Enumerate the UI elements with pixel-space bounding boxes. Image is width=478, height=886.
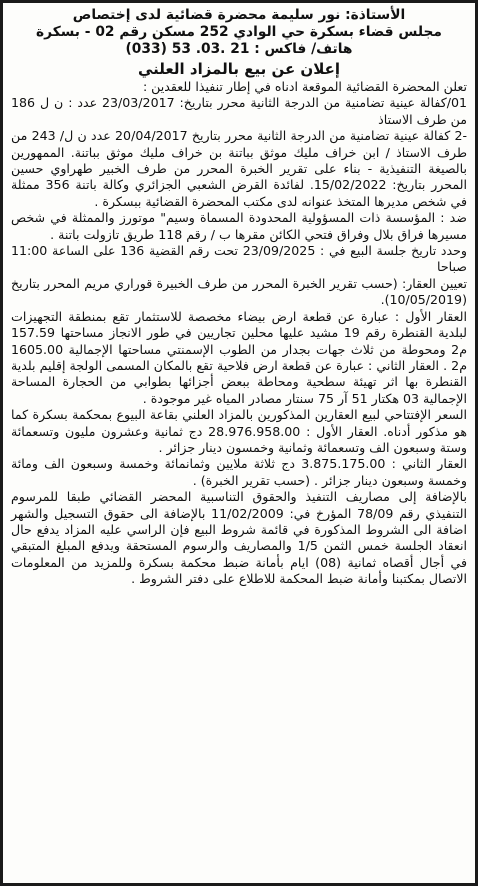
opening-price-paragraph: السعر الإفتتاحي لبيع العقارين المذكورين بالمزاد العلني بقاعة البيوع بمحكمة بسكرة كما هو مذكور أدناه. العقار الأول : 28.976.958.00 دج ثمانية وعشرون مليون وتسعمائة وستة وسبعون الف وتسعمائة وثمانية وخمسون دينار جزائر . [11, 407, 467, 455]
hearing-date-paragraph: وحدد تاريخ جلسة البيع في : 23/09/2025 تحت رقم القضية 136 على الساعة 11:00 صباحا [11, 243, 467, 275]
bailiff-address-line: مجلس قضاء بسكرة حي الوادي 252 مسكن رقم 02 - بسكرة [36, 24, 442, 40]
guarantee-one-paragraph: 01/كفالة عينية تضامنية من الدرجة الثانية محرر بتاريخ: 23/03/2017 عدد : ن ل 186 من طرف الاستاذ [11, 95, 467, 127]
property-designation-paragraph: تعيين العقار: (حسب تقرير الخبرة المحرر من طرف الخبيرة قوراري مريم المحرر بتاريخ (10/05/2019). [11, 275, 467, 308]
guarantee-two-paragraph: -2 كفالة عينية تضامنية من الدرجة الثانية محرر بتاريخ 20/04/2017 عدد ن ل/ 243 من طرف الاستاذ / ابن خراف مليك موثق بباتنة بن خراف مليك موثق بباتنة. الممهورين بالصيغة التنفيذية - بناء على تقرير الخبرة المحرر من طرف الخبير طهراوي حسين المحرر بتاريخ: 15/02/2022. لفائدة القرض الشعبي الجزائري وكالة باتنة 356 ممثلة في شخص مديرها المتخذ عنوانه لدى مكتب المحضرة القضائية ببسكرة . [11, 128, 468, 209]
bailiff-name-line: الأستاذة: نور سليمة محضرة قضائية لدى إختصاص [72, 7, 406, 23]
fees-conditions-paragraph: بالإضافة إلى مصاريف التنفيذ والحقوق التناسبية المحضر القضائي طبقا للمرسوم التنفيذي رقم 78/09 المؤرخ في: 11/02/2009 بالإضافة الى حقوق التسجيل والشهر اضافة الى الشروط المذكورة في قائمة شروط البيع فإن الراسي عليه المزاد يدفع حال انعقاد الجلسة خمس الثمن 1/5 والمصاريف والرسوم المستحقة ويدفع المبلغ المتبقي في أجال أقصاه ثمانية (08) ايام بأمانة ضبط محكمة بسكرة وللمزيد من المعلومات الاتصال بمكتبنا وأمانة ضبط المحكمة للاطلاع على دفتر الشروط . [11, 489, 467, 587]
against-paragraph: ضد : المؤسسة ذات المسؤولية المحدودة المسماة وسيم" موتورز والممثلة في شخص مسيرها فراق بلال وفراق فتحي الكائن مقرها ب / رقم 118 طريق تازولت باتنة . [11, 210, 467, 242]
second-property-price-paragraph: العقار الثاني : 3.875.175.00 دج ثلاثة ملايين وثمانمائة وخمسة وسبعون الف ومائة وخمسة وسبعون دينار جزائر . (حسب تقرير الخبرة) . [11, 456, 467, 488]
notice-title: إعلان عن بيع بالمزاد العلني [137, 60, 340, 78]
notice-body [11, 79, 467, 588]
intro-paragraph: تعلن المحضرة القضائية الموقعة ادناه في إطار تنفيذا للعقدين : [142, 79, 467, 94]
bailiff-phone-line: هاتف/ فاكس : 21 .03. 53 (033) [125, 41, 353, 57]
property-description-paragraph: العقار الأول : عبارة عن قطعة ارض بيضاء مخصصة للاستثمار تقع بمنطقة التجهيزات لبلدية القنطرة رقم 19 مشيد عليها محلين تجاريين في طور الانجاز مساحتها 157.59 م2 ومحوطة من ثلاث جهات بجدار من الطوب الإسمنتي مساحتها الإجمالية 1605.00 م2 . العقار الثاني : عبارة عن قطعة ارض فلاحية تقع بالمكان المسمى الولجة إقليم بلدية القنطرة بها اثر تهيئة سطحية ومحاطة ببعض أجزائها بطوابي من الحجارة المساحة الإجمالية 03 هكتار 51 آر 75 سنتار مصادر المياه غير موجودة . [11, 308, 467, 406]
notice-header [11, 7, 467, 79]
